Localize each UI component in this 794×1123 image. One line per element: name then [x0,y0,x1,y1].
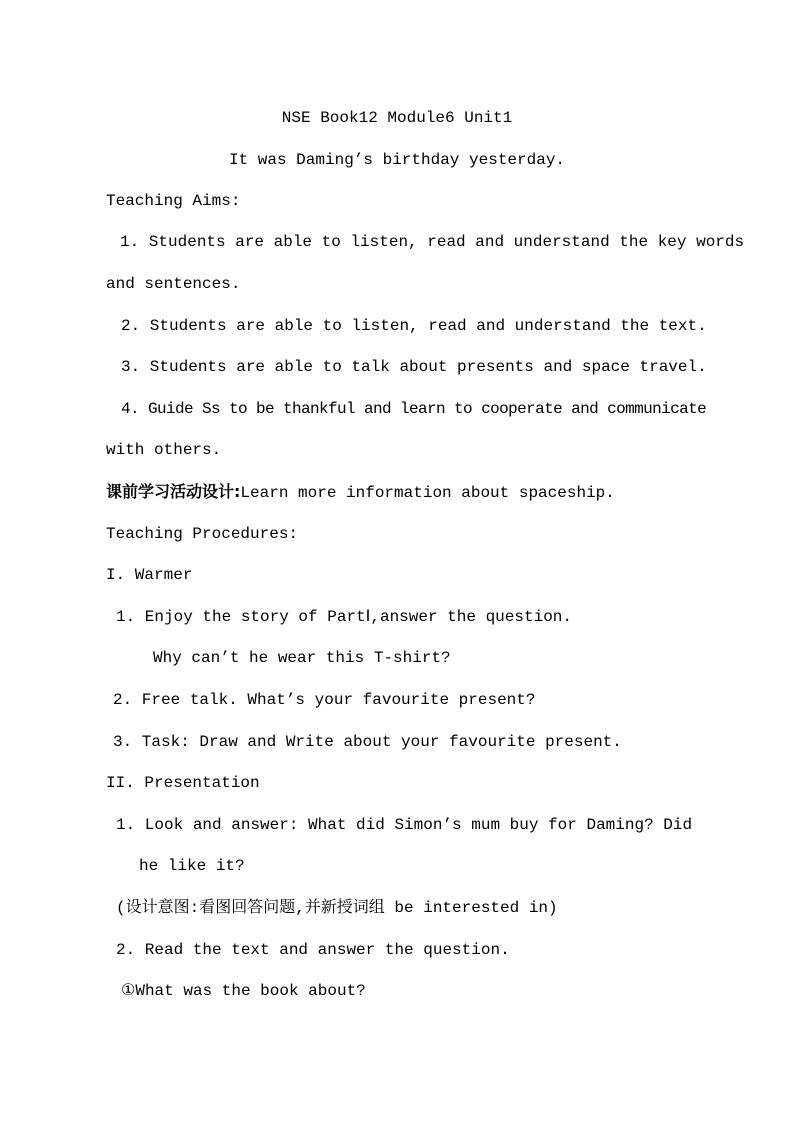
warmer-item-2: 2. Free talk. What’s your favourite present? [113,691,536,709]
teaching-aims-heading: Teaching Aims: [106,192,241,210]
pre-class-activity-label: 课前学习活动设计: [106,482,241,501]
aim-item-1-line-1 [120,232,745,252]
presentation-item-1-line-2: he like it? [139,857,245,875]
presentation-item-2: 2. Read the text and answer the question. [116,941,510,959]
pre-class-activity [106,482,615,502]
aim-item-4-line-2: with others. [106,441,222,459]
aim-item-1-line-2: and sentences. [106,275,241,293]
aim-item-4-line-1: 4. Guide Ss to be thankful and learn to cooperate and communicate [121,400,707,418]
document-subtitle: It was Daming’s birthday yesterday. [228,151,566,169]
teaching-procedures-heading: Teaching Procedures: [106,525,299,543]
presentation-item-1-line-1: 1. Look and answer: What did Simon’s mum buy for Daming? Did [116,816,693,834]
pre-class-activity-text: Learn more information about spaceship. [240,484,615,502]
presentation-item-2-question-1: ①What was the book about? [121,982,366,1000]
warmer-item-3: 3. Task: Draw and Write about your favourite present. [113,733,622,751]
aim-item-1-text: 1. Students are able to listen, read and understand the key words [120,233,745,251]
presentation-heading: II. Presentation [106,774,260,792]
presentation-design-note: (设计意图:看图回答问题,并新授词组 be interested in) [116,899,558,917]
aim-item-2: 2. Students are able to listen, read and understand the text. [121,317,707,335]
warmer-heading: I. Warmer [106,566,193,584]
warmer-item-1: 1. Enjoy the story of PartⅠ,answer the question. [116,608,572,626]
document-title: NSE Book12 Module6 Unit1 [281,109,513,127]
aim-item-3: 3. Students are able to talk about presents and space travel. [121,358,707,376]
warmer-item-1-question: Why can’t he wear this T-shirt? [153,649,451,667]
